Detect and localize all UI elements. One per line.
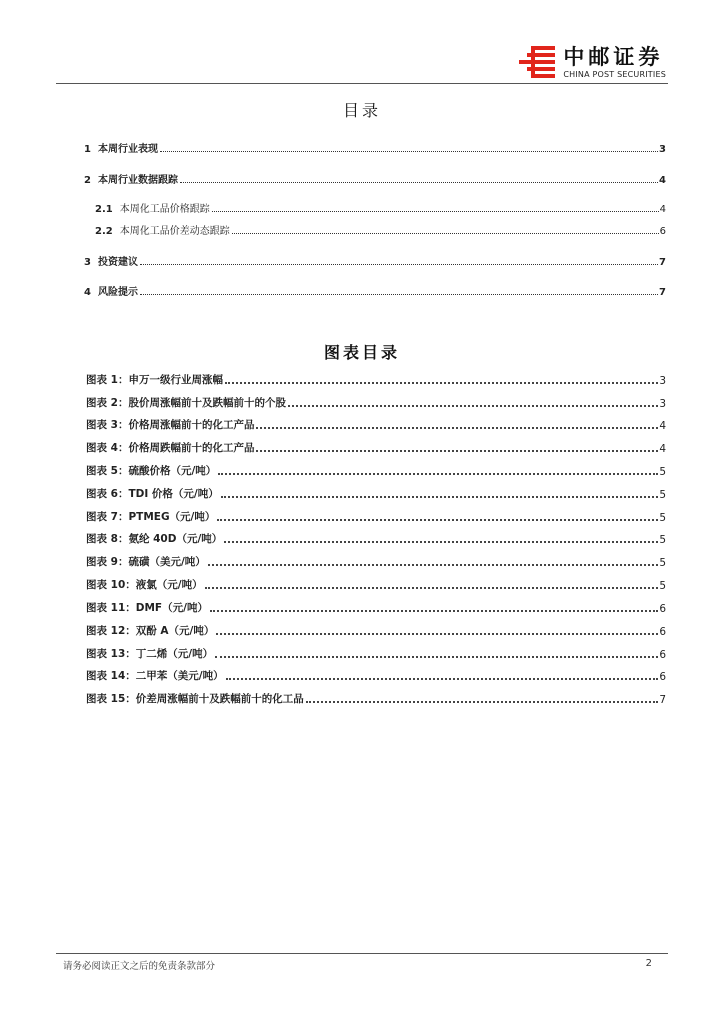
toc-entry-page: 7: [659, 287, 666, 298]
toc-entry-number: 2: [84, 175, 91, 186]
figure-entry[interactable]: [86, 601, 666, 615]
figure-entry-label: 图表 8：氨纶 40D（元/吨）: [86, 533, 223, 545]
figure-entry-page: 6: [659, 603, 666, 615]
dot-leader: [160, 150, 658, 152]
figure-entry[interactable]: [86, 441, 666, 455]
dot-leader: [210, 609, 658, 612]
toc-entry-label: 本周化工品价差动态跟踪: [119, 226, 230, 237]
toc-entry-page: 4: [659, 175, 666, 186]
figure-list-title: 图表目录: [323, 343, 400, 362]
toc-entry[interactable]: [84, 254, 666, 268]
logo-english-name: CHINA POST SECURITIES: [563, 69, 666, 79]
figure-entry-page: 5: [659, 534, 666, 546]
figure-entry[interactable]: [86, 624, 666, 638]
figure-entry[interactable]: [86, 464, 666, 478]
toc-entry-page: 6: [659, 226, 666, 237]
figure-entry[interactable]: [86, 396, 666, 410]
figure-entry-page: 3: [659, 375, 666, 387]
toc-entry[interactable]: [84, 284, 666, 298]
company-logo: [517, 44, 666, 80]
dot-leader: [208, 563, 659, 566]
figure-entry-label: 图表 15：价差周涨幅前十及跌幅前十的化工品: [86, 693, 304, 705]
figure-entry[interactable]: [86, 373, 666, 387]
figure-entry-page: 6: [659, 626, 666, 638]
figure-entry-page: 4: [659, 420, 666, 432]
figure-entry-label: 图表 14：二甲苯（美元/吨）: [86, 670, 224, 682]
footer-divider: [56, 953, 668, 954]
figure-entry-page: 6: [659, 649, 666, 661]
figure-entry[interactable]: [86, 510, 666, 524]
dot-leader: [226, 677, 659, 680]
dot-leader: [306, 700, 659, 703]
dot-leader: [218, 472, 658, 475]
figure-entry-page: 5: [659, 580, 666, 592]
figure-entry-page: 3: [659, 398, 666, 410]
dot-leader: [180, 181, 658, 183]
figure-entry-page: 5: [659, 489, 666, 501]
figure-entry[interactable]: [86, 692, 666, 706]
toc-entry-label: 本周行业表现: [97, 144, 158, 155]
toc-entry-page: 7: [659, 257, 666, 268]
toc-entry-page: 4: [659, 204, 666, 215]
dot-leader: [224, 540, 658, 543]
dot-leader: [205, 586, 659, 589]
figure-entry[interactable]: [86, 578, 666, 592]
figure-entry-page: 4: [659, 443, 666, 455]
figure-entry-label: 图表 6：TDI 价格（元/吨）: [86, 488, 219, 500]
toc-entry[interactable]: [84, 141, 666, 155]
china-post-logo-icon: [517, 44, 557, 80]
figure-entry-label: 图表 2：股价周涨幅前十及跌幅前十的个股: [86, 397, 286, 409]
figure-entry-label: 图表 3：价格周涨幅前十的化工产品: [86, 419, 255, 431]
toc-entry-number: 2.2: [95, 226, 113, 237]
figure-entry-page: 7: [659, 694, 666, 706]
toc-title: 目录: [342, 101, 381, 120]
dot-leader: [140, 293, 658, 295]
toc-subentry[interactable]: [95, 201, 666, 215]
toc-entry-label: 本周化工品价格跟踪: [119, 204, 210, 215]
figure-entry-page: 5: [659, 557, 666, 569]
figure-entry-label: 图表 10：液氯（元/吨）: [86, 579, 203, 591]
dot-leader: [217, 518, 658, 521]
page-number: 2: [645, 958, 652, 969]
header-divider: [56, 83, 668, 84]
dot-leader: [140, 263, 658, 265]
figure-entry-label: 图表 4：价格周跌幅前十的化工产品: [86, 442, 255, 454]
figure-entry[interactable]: [86, 669, 666, 683]
dot-leader: [225, 381, 658, 384]
toc-entry-label: 投资建议: [97, 257, 138, 268]
dot-leader: [288, 404, 658, 407]
figure-entry-label: 图表 9：硫磺（美元/吨）: [86, 556, 206, 568]
figure-entry-label: 图表 12：双酚 A（元/吨）: [86, 625, 215, 637]
figure-entry[interactable]: [86, 487, 666, 501]
toc-entry-page: 3: [659, 144, 666, 155]
figure-entry-page: 6: [659, 671, 666, 683]
figure-entry-label: 图表 11：DMF（元/吨）: [86, 602, 208, 614]
dot-leader: [256, 449, 658, 452]
figure-entry-label: 图表 7：PTMEG（元/吨）: [86, 511, 216, 523]
dot-leader: [221, 495, 659, 498]
toc-entry-number: 3: [84, 257, 91, 268]
dot-leader: [256, 426, 658, 429]
figure-entry[interactable]: [86, 418, 666, 432]
toc-subentry[interactable]: [95, 223, 666, 237]
toc-entry-label: 风险提示: [97, 287, 138, 298]
dot-leader: [212, 210, 659, 212]
figure-entry[interactable]: [86, 647, 666, 661]
figure-entry-label: 图表 1：申万一级行业周涨幅: [86, 374, 223, 386]
figure-entry-page: 5: [659, 466, 666, 478]
dot-leader: [216, 632, 658, 635]
logo-chinese-name: 中邮证券: [563, 44, 664, 69]
toc-entry-number: 2.1: [95, 204, 113, 215]
figure-entry[interactable]: [86, 532, 666, 546]
figure-entry[interactable]: [86, 555, 666, 569]
toc-entry-label: 本周行业数据跟踪: [97, 175, 178, 186]
figure-entry-label: 图表 13：丁二烯（元/吨）: [86, 648, 214, 660]
figure-entry-label: 图表 5：硫酸价格（元/吨）: [86, 465, 217, 477]
toc-entry[interactable]: [84, 172, 666, 186]
dot-leader: [215, 655, 658, 658]
figure-entry-page: 5: [659, 512, 666, 524]
dot-leader: [232, 232, 659, 234]
toc-entry-number: 1: [84, 144, 91, 155]
disclaimer-note: 请务必阅读正文之后的免责条款部分: [63, 961, 216, 972]
toc-entry-number: 4: [84, 287, 91, 298]
